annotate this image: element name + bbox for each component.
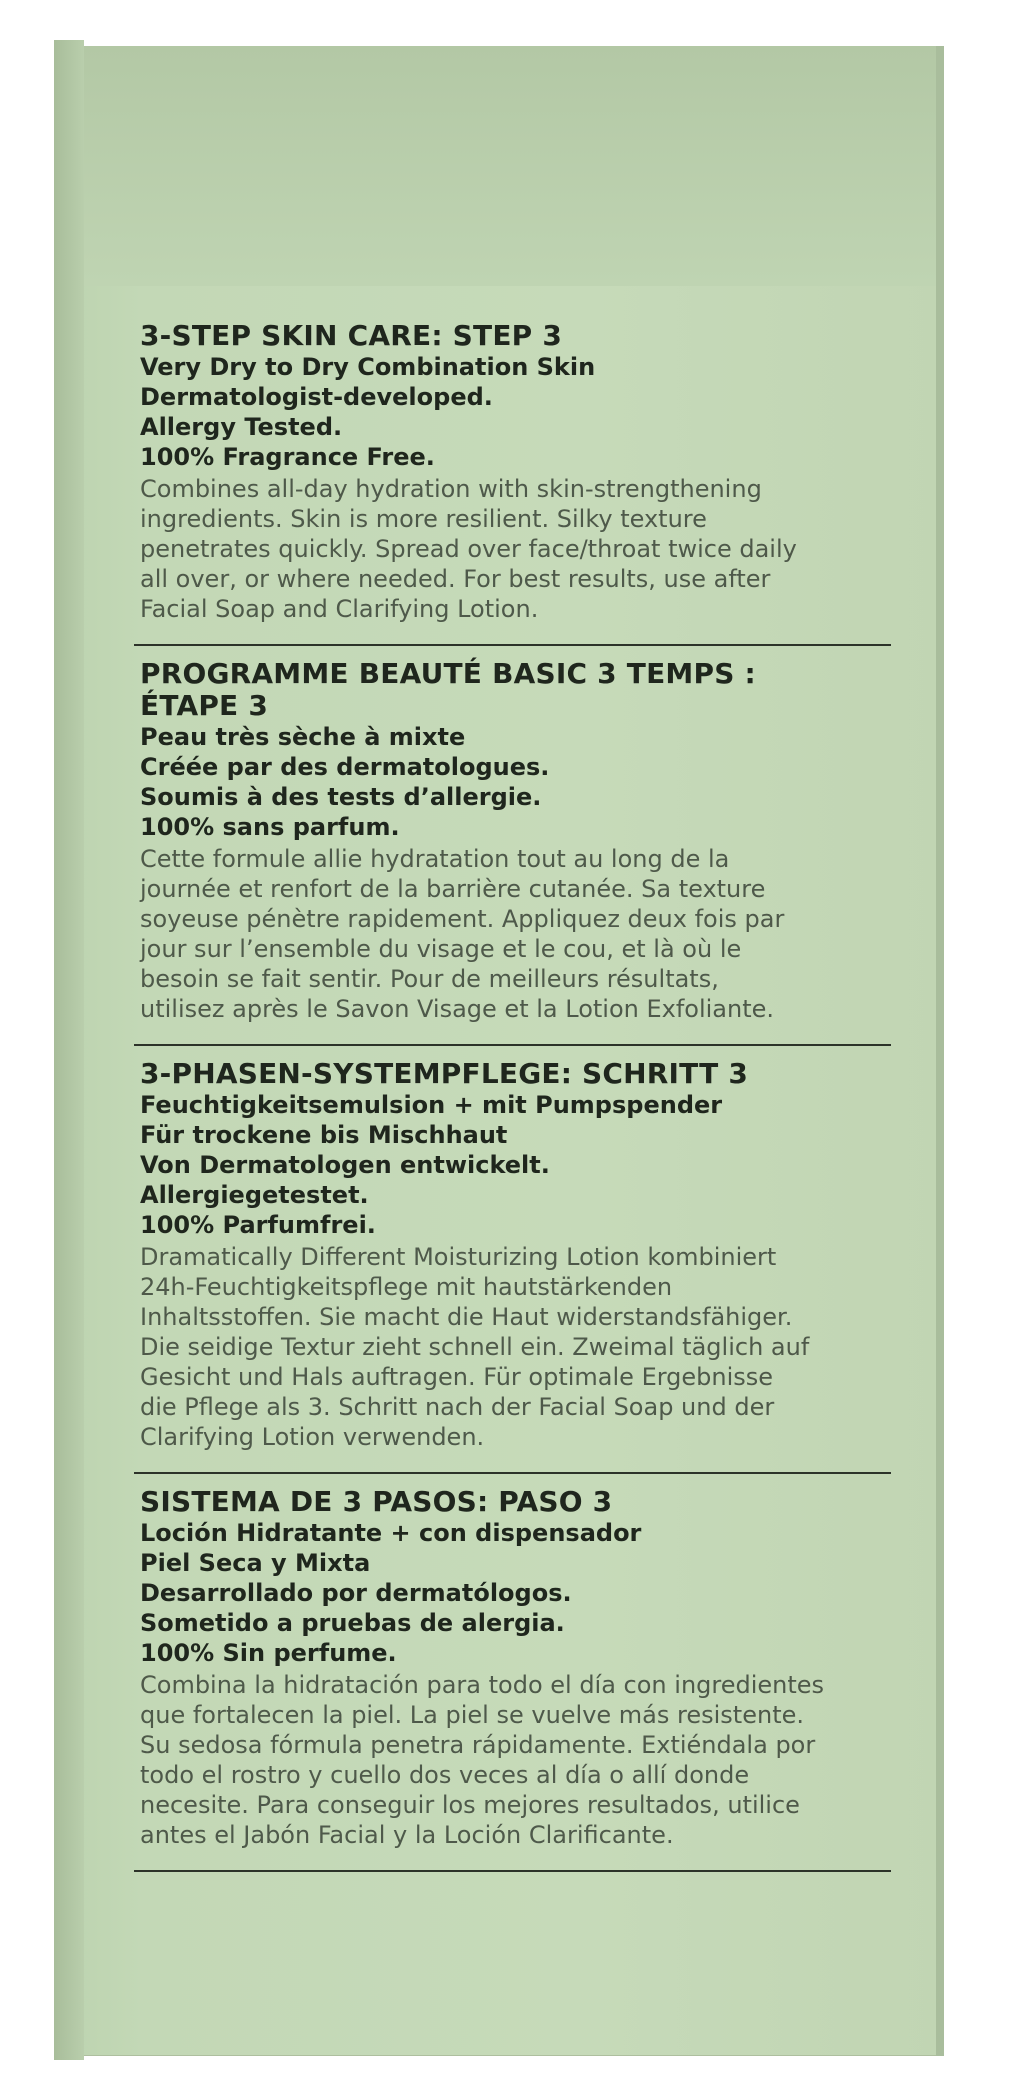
claim-line: Peau très sèche à mixte — [140, 723, 466, 751]
claim-line: Dermatologist-developed. — [140, 383, 493, 411]
section-divider — [134, 644, 891, 646]
description-line: die Pflege als 3. Schritt nach der Facial Soap und der — [140, 1393, 775, 1421]
claim-line: Von Dermatologen entwickelt. — [140, 1151, 550, 1179]
claim-line: 100% Parfumfrei. — [140, 1211, 376, 1239]
section-spanish — [140, 1486, 885, 1870]
description-line: que fortalecen la piel. La piel se vuelve más resistente. — [140, 1701, 804, 1729]
claim-line: Allergy Tested. — [140, 413, 343, 441]
description-line: penetrates quickly. Spread over face/throat twice daily — [140, 535, 797, 563]
section-divider — [134, 1472, 891, 1474]
description-line: besoin se fait sentir. Pour de meilleurs résultats, — [140, 965, 719, 993]
description-line: utilisez après le Savon Visage et la Lotion Exfoliante. — [140, 995, 775, 1023]
description-line: 24h-Feuchtigkeitspflege mit hautstärkenden — [140, 1273, 673, 1301]
box-right-edge — [936, 46, 944, 2056]
description-line: Cette formule allie hydratation tout au long de la — [140, 845, 730, 873]
description-line: journée et renfort de la barrière cutanée. Sa texture — [140, 875, 766, 903]
claim-line: Loción Hidratante + con dispensador — [140, 1519, 642, 1547]
claim-line: Für trockene bis Mischhaut — [140, 1121, 508, 1149]
section-divider — [134, 1870, 891, 1872]
description-line: antes el Jabón Facial y la Loción Clarificante. — [140, 1821, 674, 1849]
description-line: necesite. Para conseguir los mejores resultados, utilice — [140, 1791, 800, 1819]
claim-line: 100% sans parfum. — [140, 813, 400, 841]
claim-line: Very Dry to Dry Combination Skin — [140, 353, 596, 381]
description-line: jour sur l’ensemble du visage et le cou, et là où le — [140, 935, 742, 963]
section-german — [140, 1058, 885, 1472]
label-text-panel — [140, 320, 885, 1884]
description-line: Combina la hidratación para todo el día con ingredientes — [140, 1671, 825, 1699]
description-line: soyeuse pénètre rapidement. Appliquez deux fois par — [140, 905, 785, 933]
claim-line: Allergiegetestet. — [140, 1181, 369, 1209]
description — [140, 1242, 885, 1452]
section-french — [140, 658, 885, 1044]
description-line: all over, or where needed. For best results, use after — [140, 565, 771, 593]
section-heading: 3-PHASEN-SYSTEMPFLEGE: SCHRITT 3 — [140, 1057, 749, 1090]
section-heading: SISTEMA DE 3 PASOS: PASO 3 — [140, 1485, 613, 1518]
claim-line: Créée par des dermatologues. — [140, 753, 550, 781]
section-heading-line2: ÉTAPE 3 — [140, 689, 269, 722]
claim-line: Piel Seca y Mixta — [140, 1549, 371, 1577]
description — [140, 474, 885, 624]
section-english — [140, 320, 885, 644]
description-line: Combines all-day hydration with skin-strengthening — [140, 475, 762, 503]
description-line: Su sedosa fórmula penetra rápidamente. Extiéndala por — [140, 1731, 816, 1759]
claim-line: Desarrollado por dermatólogos. — [140, 1579, 572, 1607]
claim-line: 100% Sin perfume. — [140, 1639, 397, 1667]
description-line: Facial Soap and Clarifying Lotion. — [140, 595, 539, 623]
claim-line: 100% Fragrance Free. — [140, 443, 435, 471]
section-heading: PROGRAMME BEAUTÉ BASIC 3 TEMPS : — [140, 657, 756, 690]
description-line: Inhaltsstoffen. Sie macht die Haut widerstandsfähiger. — [140, 1303, 793, 1331]
description-line: todo el rostro y cuello dos veces al día o allí donde — [140, 1761, 750, 1789]
box-left-edge — [54, 40, 84, 2060]
claim-line: Soumis à des tests d’allergie. — [140, 783, 542, 811]
description-line: ingredients. Skin is more resilient. Silky texture — [140, 505, 707, 533]
claim-line: Feuchtigkeitsemulsion + mit Pumpspender — [140, 1091, 723, 1119]
description-line: Die seidige Textur zieht schnell ein. Zweimal täglich auf — [140, 1333, 810, 1361]
description-line: Gesicht und Hals auftragen. Für optimale Ergebnisse — [140, 1363, 774, 1391]
section-heading: 3-STEP SKIN CARE: STEP 3 — [140, 319, 563, 352]
claim-line: Sometido a pruebas de alergia. — [140, 1609, 565, 1637]
section-divider — [134, 1044, 891, 1046]
description-line: Dramatically Different Moisturizing Lotion kombiniert — [140, 1243, 777, 1271]
description — [140, 1670, 885, 1850]
description — [140, 844, 885, 1024]
description-line: Clarifying Lotion verwenden. — [140, 1423, 485, 1451]
box-top-shade — [54, 46, 942, 286]
